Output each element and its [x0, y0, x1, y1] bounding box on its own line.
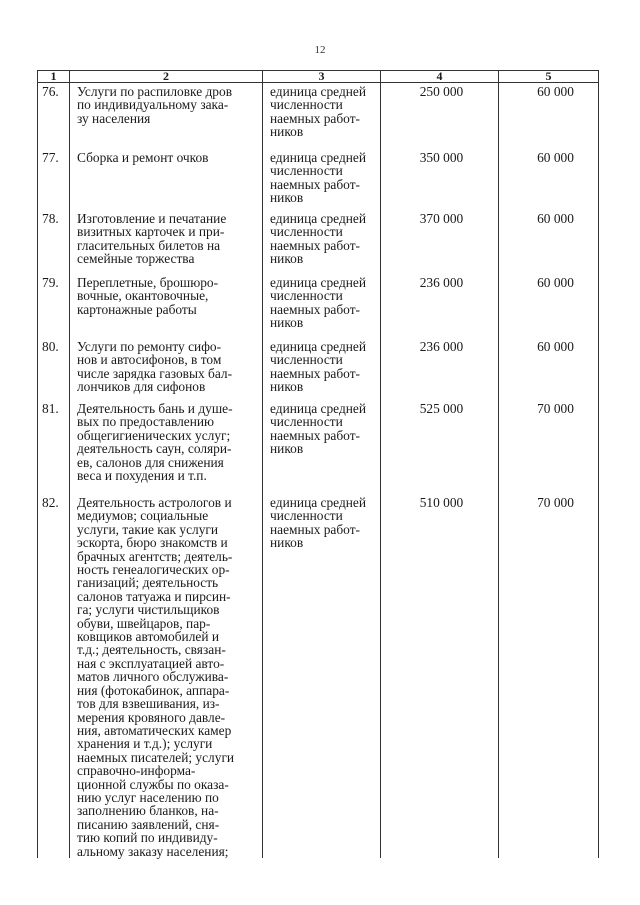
- measurement-unit: [263, 274, 381, 338]
- description-line: матов личного обслужива-: [77, 669, 229, 685]
- description-line: лончиков для сифонов: [77, 379, 206, 395]
- description-line: мерения кровяного давле-: [77, 709, 226, 725]
- row-number: 77.: [38, 149, 70, 210]
- description-line: альному заказу населения;: [77, 843, 229, 859]
- column-4-value: 370 000: [381, 210, 499, 274]
- description-line: веса и похудения и т.п.: [77, 468, 207, 484]
- unit-line: наемных работ-: [270, 176, 361, 192]
- table-row: [38, 149, 599, 210]
- service-description: [70, 274, 263, 338]
- description-line: писанию заявлений, сня-: [77, 816, 220, 832]
- row-number: 82.: [38, 494, 70, 858]
- unit-line: единица средней: [270, 84, 367, 99]
- column-5-value: 60 000: [499, 274, 599, 338]
- unit-line: ников: [270, 315, 304, 331]
- unit-line: наемных работ-: [270, 427, 361, 443]
- column-4-value: 236 000: [381, 338, 499, 400]
- description-line: наемных писателей; услуги: [77, 749, 235, 765]
- table-row: [38, 338, 599, 400]
- unit-line: численности: [270, 163, 343, 179]
- measurement-unit: [263, 210, 381, 274]
- column-5-value: 60 000: [499, 210, 599, 274]
- description-line: семейные торжества: [77, 251, 195, 267]
- description-line: медиумов; социальные: [77, 508, 209, 524]
- measurement-unit: [263, 83, 381, 150]
- unit-line: наемных работ-: [270, 301, 361, 317]
- header-row: [38, 71, 599, 83]
- unit-line: численности: [270, 414, 343, 430]
- unit-line: численности: [270, 224, 343, 240]
- header-col-2: 2: [70, 71, 263, 83]
- description-line: хранения и т.д.); услуги: [77, 736, 213, 752]
- description-line: ционной службы по оказа-: [77, 776, 229, 792]
- description-line: ганизаций; деятельность: [77, 575, 219, 591]
- page-number: 12: [314, 44, 326, 56]
- description-line: т.д.; деятельность, связан-: [77, 642, 226, 658]
- description-line: брачных агентств; деятель-: [77, 548, 233, 564]
- row-number: 76.: [38, 83, 70, 150]
- unit-line: численности: [270, 288, 343, 304]
- measurement-unit: [263, 149, 381, 210]
- column-5-value: 70 000: [499, 400, 599, 494]
- description-line: числе зарядка газовых бал-: [77, 365, 233, 381]
- table-row: [38, 400, 599, 494]
- header-col-4: 4: [381, 71, 499, 83]
- row-number: 81.: [38, 400, 70, 494]
- service-description: [70, 83, 263, 150]
- service-description: [70, 210, 263, 274]
- measurement-unit: [263, 494, 381, 858]
- column-4-value: 236 000: [381, 274, 499, 338]
- service-description: [70, 149, 263, 210]
- unit-line: единица средней: [270, 401, 367, 416]
- description-line: Услуги по ремонту сифо-: [77, 339, 222, 354]
- unit-line: наемных работ-: [270, 521, 361, 537]
- description-line: Изготовление и печатание: [77, 211, 227, 226]
- description-line: вых по предоставлению: [77, 414, 215, 430]
- column-4-value: 350 000: [381, 149, 499, 210]
- description-line: услуги, такие как услуги: [77, 521, 219, 537]
- header-col-5: 5: [499, 71, 599, 83]
- unit-line: единица средней: [270, 339, 367, 354]
- column-5-value: 60 000: [499, 338, 599, 400]
- unit-line: ников: [270, 535, 304, 551]
- unit-line: численности: [270, 97, 343, 113]
- unit-line: ников: [270, 124, 304, 140]
- description-line: гласительных билетов на: [77, 237, 221, 253]
- column-5-value: 60 000: [499, 149, 599, 210]
- description-line: ная с эксплуатацией авто-: [77, 655, 225, 671]
- unit-line: ников: [270, 379, 304, 395]
- unit-line: наемных работ-: [270, 365, 361, 381]
- column-4-value: 525 000: [381, 400, 499, 494]
- unit-line: ников: [270, 190, 304, 206]
- service-description: [70, 400, 263, 494]
- description-line: тов для взвешивания, из-: [77, 696, 220, 712]
- description-line: нию услуг населению по: [77, 789, 219, 805]
- unit-line: единица средней: [270, 495, 367, 510]
- measurement-unit: [263, 338, 381, 400]
- description-line: нов и автосифонов, в том: [77, 352, 222, 368]
- description-line: зу населения: [77, 110, 151, 126]
- table-header: [38, 71, 599, 83]
- row-number: 78.: [38, 210, 70, 274]
- description-line: картонажные работы: [77, 301, 197, 317]
- measurement-unit: [263, 400, 381, 494]
- table-row: [38, 210, 599, 274]
- description-line: ния (фотокабинок, аппара-: [77, 682, 230, 698]
- description-line: визитных карточек и при-: [77, 224, 225, 240]
- unit-line: единица средней: [270, 275, 367, 290]
- description-line: Услуги по распиловке дров: [77, 84, 233, 99]
- column-5-value: 70 000: [499, 494, 599, 858]
- unit-line: численности: [270, 508, 343, 524]
- column-4-value: 250 000: [381, 83, 499, 150]
- table-row: [38, 274, 599, 338]
- description-line: справочно-информа-: [77, 763, 196, 779]
- unit-line: наемных работ-: [270, 237, 361, 253]
- unit-line: наемных работ-: [270, 110, 361, 126]
- column-4-value: 510 000: [381, 494, 499, 858]
- header-col-1: 1: [38, 71, 70, 83]
- description-line: Переплетные, брошюро-: [77, 275, 219, 290]
- description-line: тию копий по индивиду-: [77, 830, 218, 846]
- description-line: га; услуги чистильщиков: [77, 602, 220, 618]
- service-description: [70, 494, 263, 858]
- description-line: ность генеалогических ор-: [77, 562, 230, 578]
- row-number: 80.: [38, 338, 70, 400]
- description-line: деятельность саун, соляри-: [77, 441, 232, 457]
- description-line: салонов татуажа и пирсин-: [77, 588, 231, 604]
- description-line: по индивидуальному зака-: [77, 97, 229, 113]
- column-5-value: 60 000: [499, 83, 599, 150]
- table-row: [38, 494, 599, 858]
- description-line: ковщиков автомобилей и: [77, 629, 220, 645]
- description-line: эскорта, бюро знакомств и: [77, 535, 228, 551]
- service-description: [70, 338, 263, 400]
- description-line: Деятельность бань и душе-: [77, 401, 233, 416]
- services-table: [37, 70, 599, 858]
- unit-line: ников: [270, 251, 304, 267]
- unit-line: единица средней: [270, 150, 367, 165]
- description-line: общегигиенических услуг;: [77, 427, 231, 443]
- header-col-3: 3: [263, 71, 381, 83]
- description-line: ния, автоматических камер: [77, 722, 232, 738]
- table-body: [38, 83, 599, 858]
- unit-line: ников: [270, 441, 304, 457]
- description-line: ев, салонов для снижения: [77, 454, 224, 470]
- description-line: заполнению бланков, на-: [77, 803, 219, 819]
- row-number: 79.: [38, 274, 70, 338]
- description-line: Деятельность астрологов и: [77, 495, 232, 510]
- table-row: [38, 83, 599, 150]
- unit-line: единица средней: [270, 211, 367, 226]
- unit-line: численности: [270, 352, 343, 368]
- description-line: Сборка и ремонт очков: [77, 150, 209, 165]
- description-line: обуви, швейцаров, пар-: [77, 615, 211, 631]
- description-line: вочные, окантовочные,: [77, 288, 209, 304]
